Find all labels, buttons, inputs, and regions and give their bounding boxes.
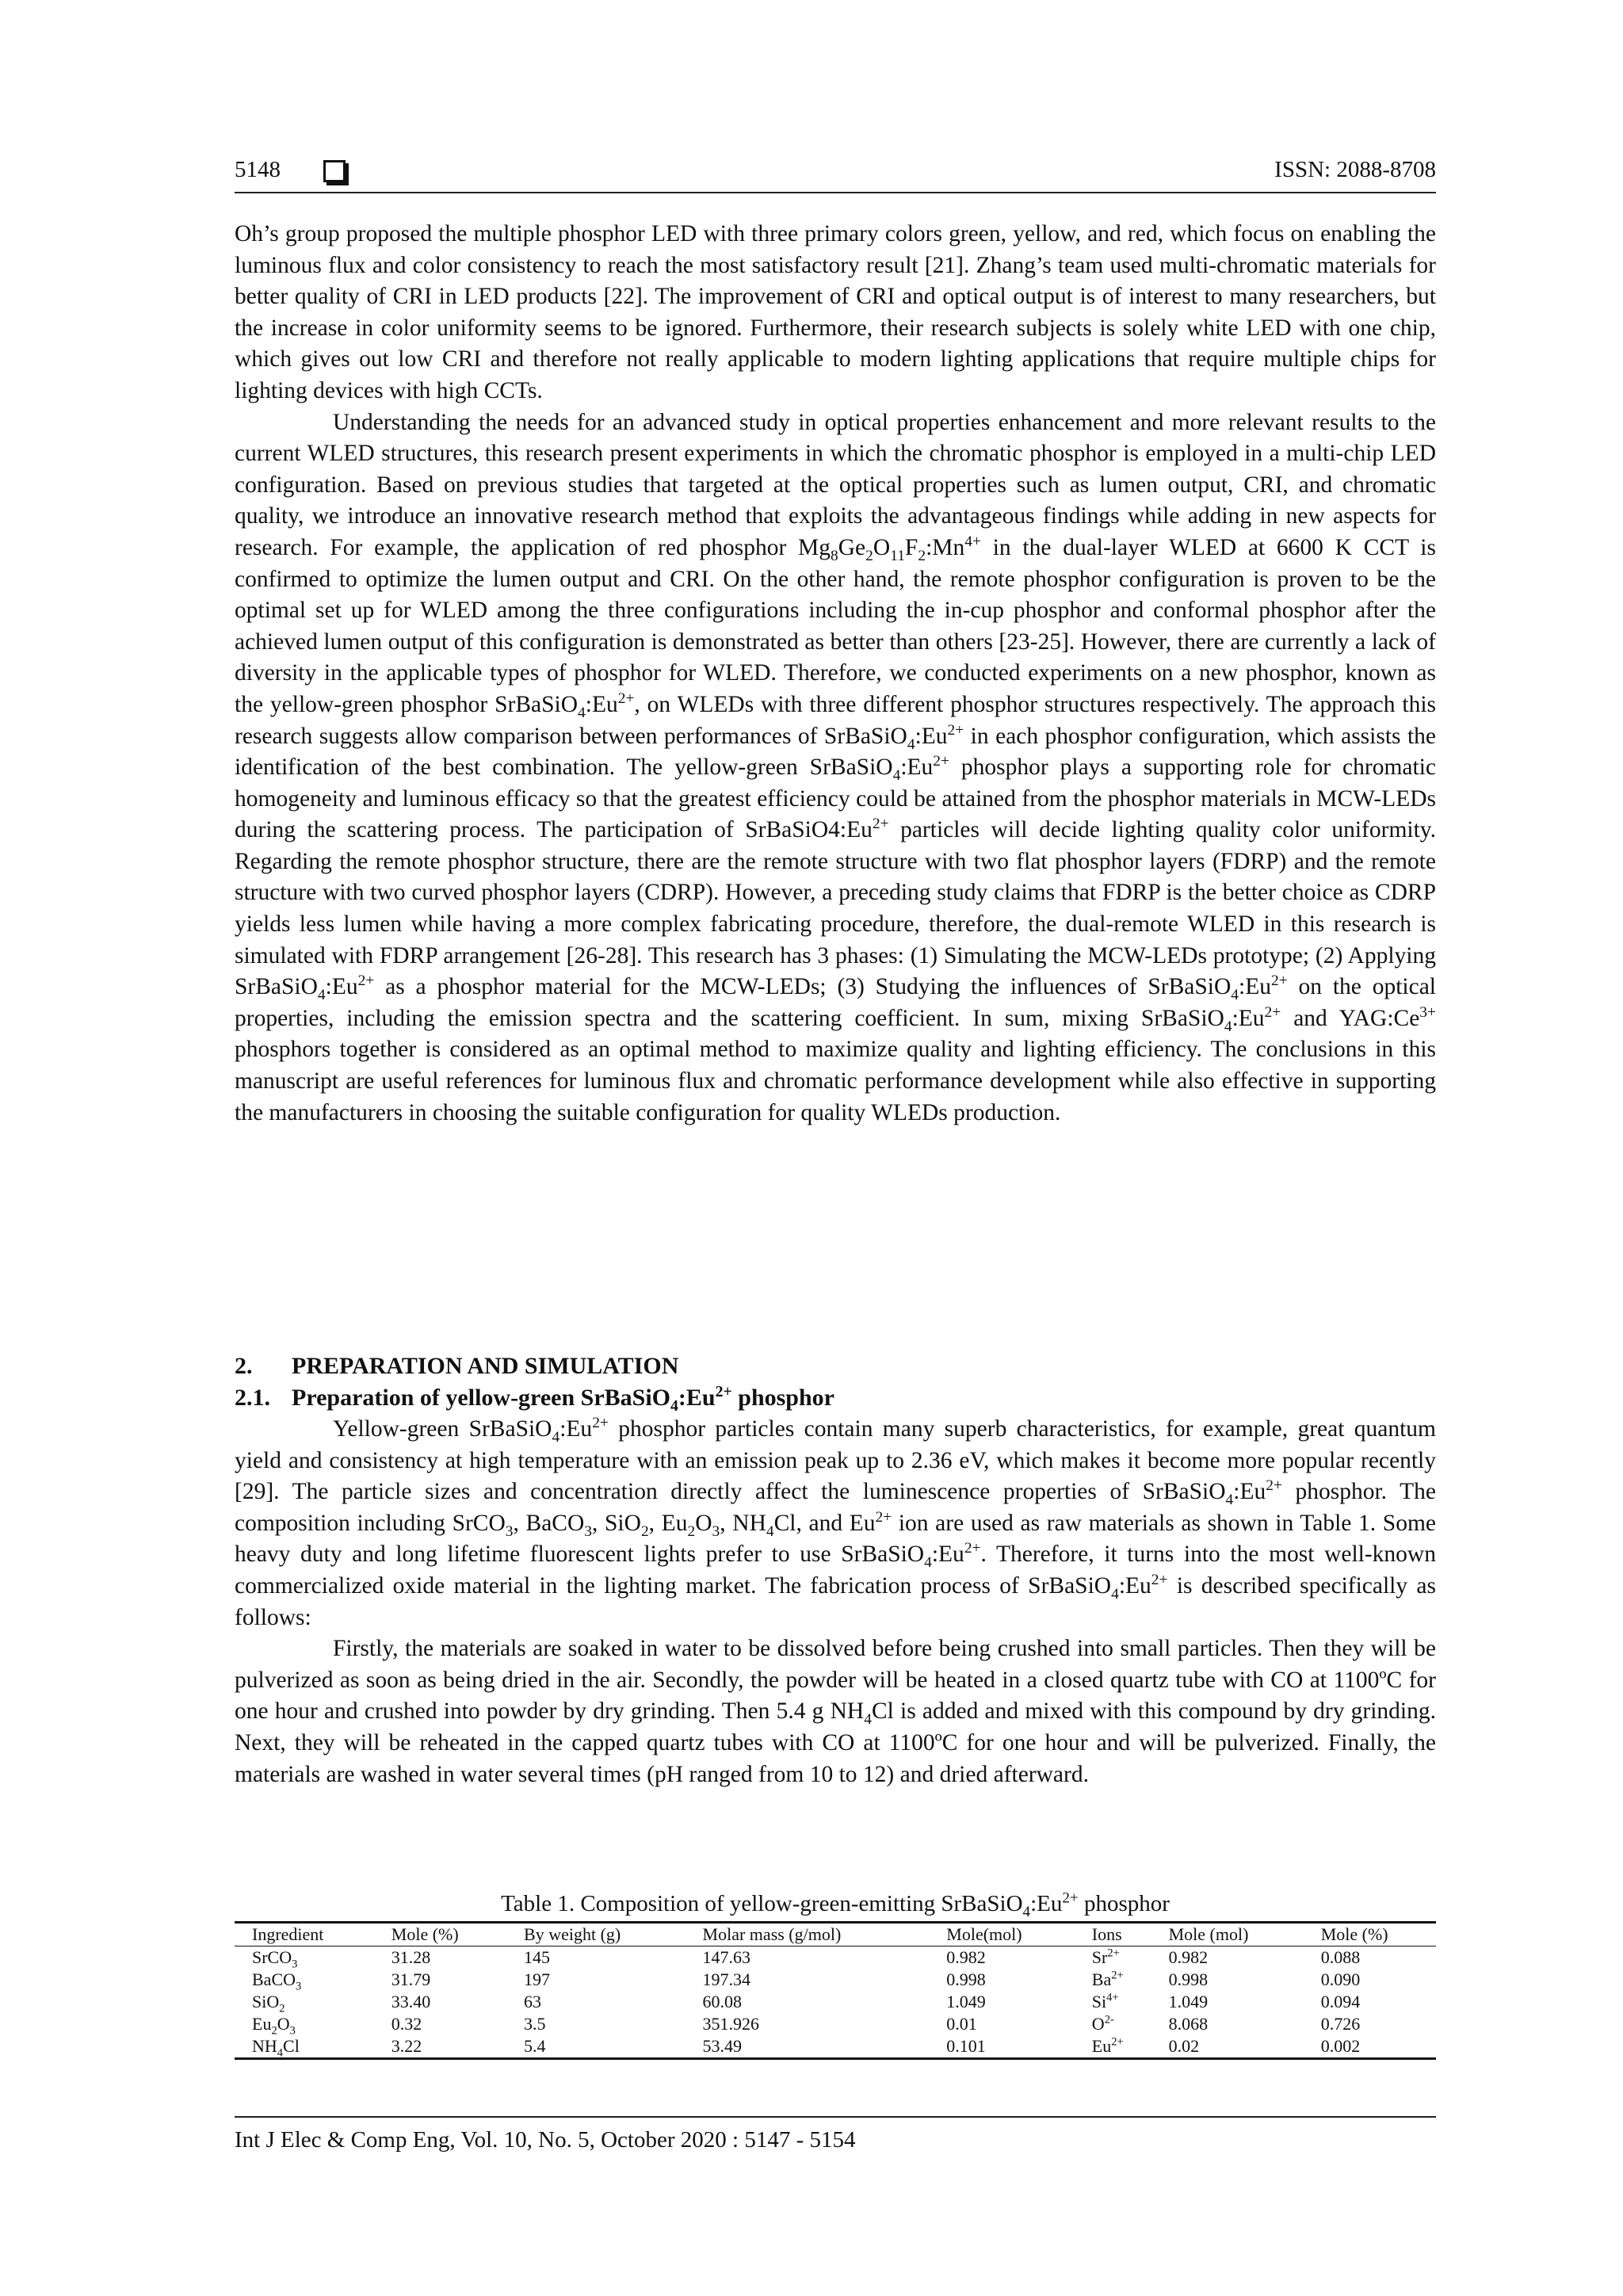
subsection-number: 2.1. [235, 1385, 270, 1411]
table-header-row [235, 1923, 1436, 1946]
table-header-cell: Mole (%) [1320, 1924, 1388, 1944]
table-row [235, 1946, 1436, 1969]
table-cell: 0.32 [391, 2014, 422, 2034]
table-cell: SrCO$_3$ [252, 1947, 298, 1971]
table-row [235, 2035, 1436, 2059]
table-header-cell: By weight (g) [524, 1924, 621, 1944]
table-cell: $Si^{4+}$ [1091, 1991, 1119, 2011]
table-header-cell: Molar mass (g/mol) [702, 1924, 842, 1944]
table-cell: 0.094 [1320, 1992, 1361, 2011]
table-cell: 0.01 [946, 2014, 977, 2034]
table-cell: SiO$_2$ [252, 1992, 285, 2015]
table-cell: 33.40 [391, 1992, 431, 2011]
section-title: PREPARATION AND SIMULATION [292, 1353, 679, 1379]
table-header-cell: Mole (mol) [1168, 1924, 1249, 1944]
table-cell: 60.08 [702, 1992, 743, 2011]
table-cell: 197.34 [702, 1969, 751, 1989]
table-cell: 31.79 [391, 1969, 431, 1989]
section-paragraph-1: Yellow-green $SrBaSiO_4:Eu^{2+}$ phosphor particles contain many superb characteristics, for example, great quantum yield and consistency at high temperature with an emission peak up to 2.36 eV, which makes it become more popular recently [29]. The particle sizes and concentration directly affect the luminescence properties of $SrBaSiO_4:Eu^{2+}$ phosphor. The composition including SrCO$_3$, BaCO$_3$, SiO$_2$, $Eu_2O_3$, $NH_4Cl$, and $Eu^{2+}$ ion are used as raw materials as shown in Table 1. Some heavy duty and long lifetime fluorescent lights prefer to use $SrBaSiO_4:Eu^{2+}$. Therefore, it turns into the most well-known commercialized oxide material in the lighting market. The fabrication process of $SrBaSiO_4:Eu^{2+}$ is described specifically as follows: [235, 1415, 1436, 1630]
intro-paragraph-2: Understanding the needs for an advanced study in optical properties enhancement and more relevant results to the current WLED structures, this research present experiments in which the chromatic phosphor is employed in a multi-chip LED configuration. Based on previous studies that targeted at the optical properties such as lumen output, CRI, and chromatic quality, we introduce an innovative research method that exploits the advantageous findings while adding in new aspects for research. For example, the application of red phosphor $Mg_8Ge_2O_{11}F_2:Mn^{4+}$ in the dual-layer WLED at 6600 K CCT is confirmed to optimize the lumen output and CRI. On the other hand, the remote phosphor configuration is proven to be the optimal set up for WLED among the three configurations including the in-cup phosphor and conformal phosphor after the achieved lumen output of this configuration is demonstrated as better than others [23-25]. However, there are currently a lack of diversity in the applicable types of phosphor for WLED. Therefore, we conducted experiments on a new phosphor, known as the yellow-green phosphor $SrBaSiO_4:Eu^{2+}$, on WLEDs with three different phosphor structures respectively. The approach this research suggests allow comparison between performances of $SrBaSiO_4:Eu^{2+}$ in each phosphor configuration, which assists the identification of the best combination. The yellow-green $SrBaSiO_4:Eu^{2+}$ phosphor plays a supporting role for chromatic homogeneity and luminous efficacy so that the greatest efficiency could be attained from the phosphor materials in MCW-LEDs during the scattering process. The participation of $SrBaSiO4:Eu^{2+}$ particles will decide lighting quality color uniformity. Regarding the remote phosphor structure, there are the remote structure with two flat phosphor layers (FDRP) and the remote structure with two curved phosphor layers (CDRP). However, a preceding study claims that FDRP is the better choice as CDRP yields less lumen while having a more complex fabricating procedure, therefore, the dual-remote WLED in this research is simulated with FDRP arrangement [26-28]. This research has 3 phases: (1) Simulating the MCW-LEDs prototype; (2) Applying $SrBaSiO_4:Eu^{2+}$ as a phosphor material for the MCW-LEDs; (3) Studying the influences of $SrBaSiO_4:Eu^{2+}$ on the optical properties, including the emission spectra and the scattering coefficient. In sum, mixing $SrBaSiO_4:Eu^{2+}$ and $YAG:Ce^{3+}$ phosphors together is considered as an optimal method to maximize quality and lighting efficiency. The conclusions in this manuscript are useful references for luminous flux and chromatic performance development while also effective in supporting the manufacturers in choosing the suitable configuration for quality WLEDs production. [235, 409, 1437, 1125]
table-header-cell: Mole(mol) [946, 1924, 1022, 1944]
table-cell: 0.090 [1320, 1969, 1361, 1989]
table-cell: 53.49 [702, 2036, 743, 2056]
table-cell: 145 [524, 1947, 551, 1967]
table-row [235, 2013, 1436, 2035]
table-cell: 0.002 [1320, 2036, 1361, 2056]
table-cell: 0.726 [1320, 2014, 1361, 2034]
subsection-title: Preparation of yellow-green $SrBaSiO_4:Eu^{2+}$ phosphor [292, 1383, 834, 1415]
table-header-cell: Ions [1091, 1924, 1122, 1944]
table-cell: 8.068 [1168, 2014, 1209, 2034]
table-cell: 3.22 [391, 2036, 422, 2056]
table-cell: BaCO$_3$ [252, 1969, 302, 1993]
table-cell: $Eu^{2+}$ [1091, 2035, 1124, 2056]
table-header-cell: Mole (%) [391, 1924, 459, 1944]
table-cell: $Eu_2O_3$ [252, 2014, 296, 2038]
section-heading [235, 1350, 1436, 1414]
intro-paragraph-1: Oh’s group proposed the multiple phosphor LED with three primary colors green, yellow, and red, which focus on enabling the luminous flux and color consistency to reach the most satisfactory result [21]. Zhang’s team used multi-chromatic materials for better quality of CRI in LED products [22]. The improvement of CRI and optical output is of interest to many researchers, but the increase in color uniformity seems to be ignored. Furthermore, their research subjects is solely white LED with one chip, which gives out low CRI and therefore not really applicable to modern lighting applications that require multiple chips for lighting devices with high CCTs. [235, 221, 1436, 403]
table-body [235, 1946, 1436, 2059]
subsection-title-line [235, 1382, 1436, 1414]
table-cell: 1.049 [1168, 1992, 1209, 2011]
section-title-line [235, 1350, 1436, 1382]
table-row [235, 1969, 1436, 1991]
composition-table [235, 1921, 1436, 2060]
table-cell: 3.5 [524, 2014, 546, 2034]
table-cell: 1.049 [946, 1992, 986, 2011]
table-cell: $Sr^{2+}$ [1091, 1946, 1120, 1967]
table-cell: 0.982 [946, 1947, 986, 1967]
table-cell: 5.4 [524, 2036, 546, 2056]
table-cell: $O^{2-}$ [1091, 2013, 1114, 2034]
page-number: 5148 [235, 157, 281, 182]
table-cell: 0.101 [946, 2036, 986, 2056]
square-bullet-icon [323, 160, 346, 182]
section-text [235, 1414, 1436, 1790]
section-paragraph-2: Firstly, the materials are soaked in water to be dissolved before being crushed into small particles. Then they will be pulverized as soon as being dried in the air. Secondly, the powder will be heated in a closed quartz tube with CO at 1100ºC for one hour and crushed into powder by dry grinding. Then 5.4 g $NH_4Cl$ is added and mixed with this compound by dry grinding. Next, they will be reheated in the capped quartz tubes with CO at 1100ºC for one hour and will be pulverized. Finally, the materials are washed in water several times (pH ranged from 10 to 12) and dried afterward. [235, 1636, 1437, 1787]
table-cell: 0.982 [1168, 1947, 1209, 1967]
table-caption: Table 1. Composition of yellow-green-emitting $SrBaSiO_4:Eu^{2+}$ phosphor [501, 1889, 1170, 1920]
section-number: 2. [235, 1353, 253, 1379]
table-cell: $Ba^{2+}$ [1091, 1969, 1124, 1989]
table-cell: 351.926 [702, 2014, 760, 2034]
page-header [235, 155, 1436, 193]
table-cell: $NH_4Cl$ [252, 2036, 300, 2060]
table-cell: 147.63 [702, 1947, 751, 1967]
table-header-cell: Ingredient [252, 1924, 324, 1944]
table-cell: 31.28 [391, 1947, 431, 1967]
table-cell: 0.998 [946, 1969, 986, 1989]
table-cell: 0.02 [1168, 2036, 1200, 2056]
table-cell: 0.088 [1320, 1947, 1361, 1967]
table-cell: 197 [524, 1969, 551, 1989]
page-footer: Int J Elec & Comp Eng, Vol. 10, No. 5, October 2020 : 5147 - 5154 [235, 2116, 1436, 2153]
table-cell: 0.998 [1168, 1969, 1209, 1989]
table-row [235, 1991, 1436, 2013]
issn-label: ISSN: 2088-8708 [1274, 157, 1436, 182]
intro-text [235, 219, 1436, 1129]
table-cell: 63 [524, 1992, 542, 2011]
